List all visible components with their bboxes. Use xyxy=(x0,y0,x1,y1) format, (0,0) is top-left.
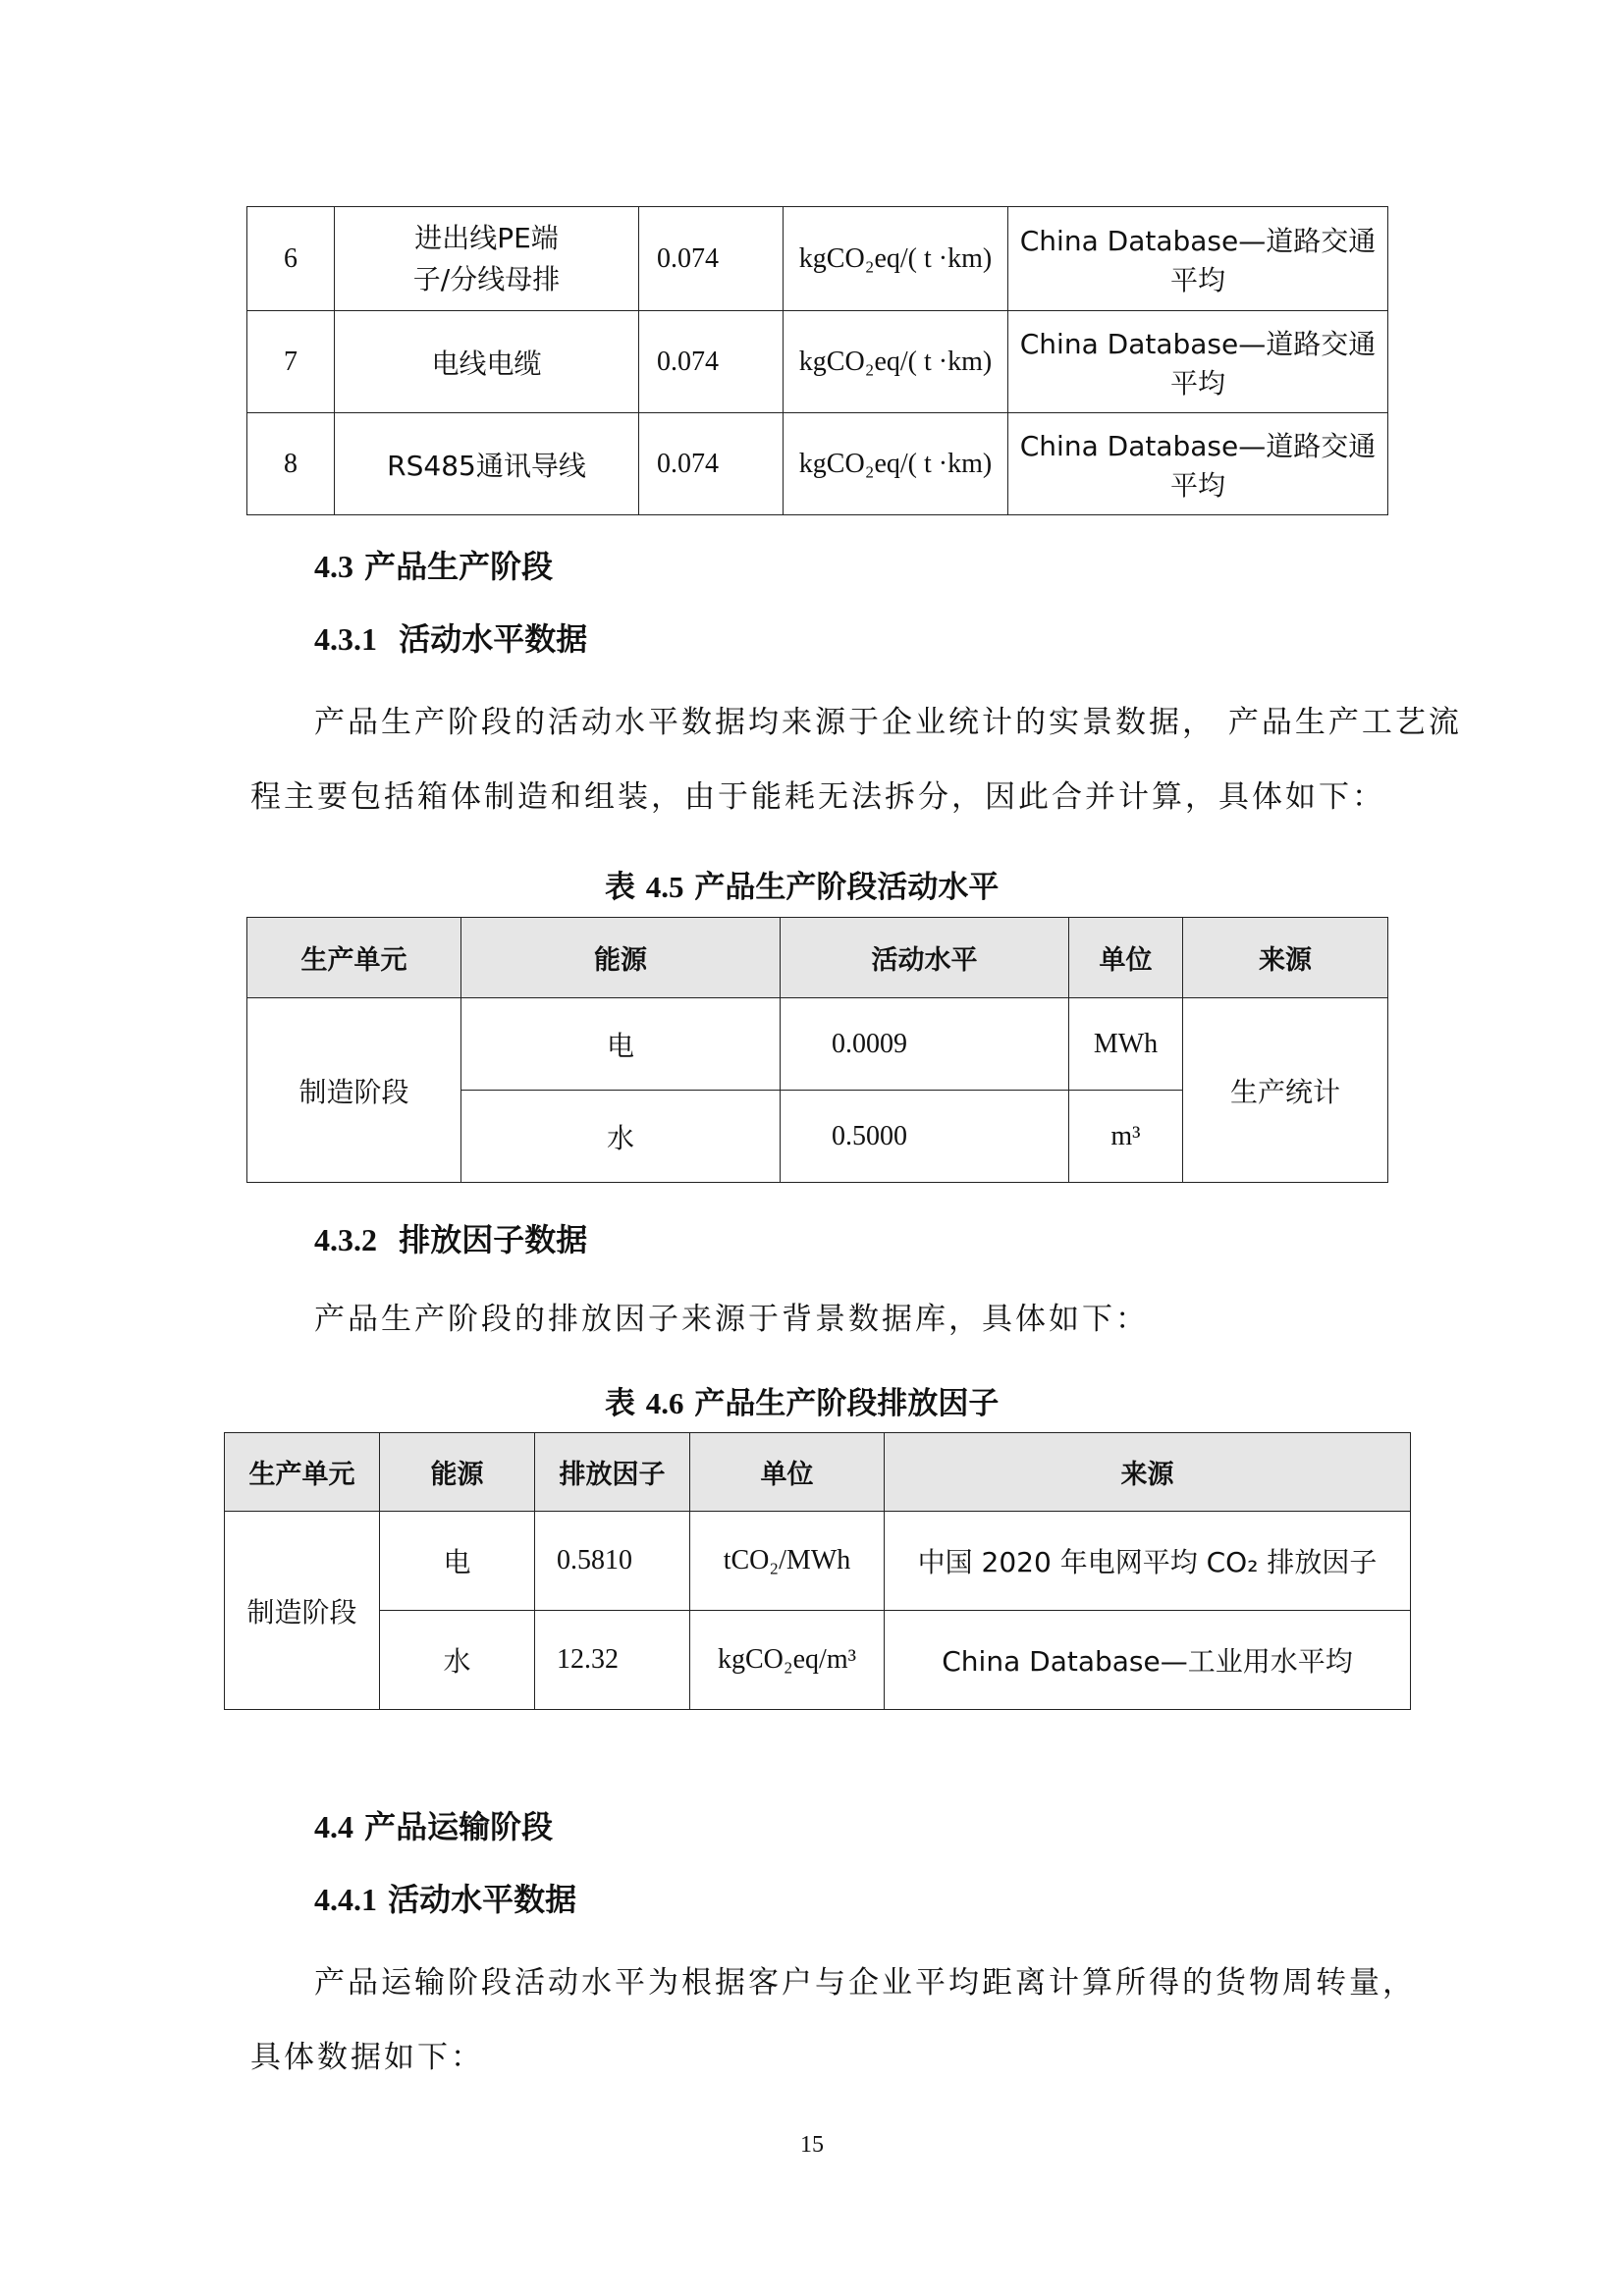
material-name: 电线电缆 xyxy=(335,311,639,413)
factor-unit: kgCO₂eq/( t ·km) xyxy=(784,311,1008,413)
column-header: 生产单元 xyxy=(247,918,461,998)
source-cell: 中国 2020 年电网平均 CO₂ 排放因子 xyxy=(885,1512,1411,1611)
table-header-row xyxy=(225,1433,1411,1512)
material-name: 进出线PE端子/分线母排 xyxy=(335,207,639,311)
factor-source: China Database—道路交通平均 xyxy=(1008,311,1388,413)
unit-cell: kgCO₂eq/m³ xyxy=(690,1611,885,1710)
energy-cell: 水 xyxy=(380,1611,535,1710)
paragraph-line: 产品生产阶段的排放因子来源于背景数据库，具体如下： xyxy=(314,1302,1149,1337)
factor-unit: kgCO₂eq/( t ·km) xyxy=(784,207,1008,311)
subsection-heading: 4.3.2 排放因子数据 xyxy=(314,1221,588,1258)
column-header: 来源 xyxy=(885,1433,1411,1512)
column-header: 生产单元 xyxy=(225,1433,380,1512)
subsection-heading: 4.4.1 活动水平数据 xyxy=(314,1881,577,1918)
factor-value: 0.074 xyxy=(639,311,784,413)
activity-level-table xyxy=(246,917,1388,1183)
source-cell: 生产统计 xyxy=(1183,998,1388,1183)
table-row xyxy=(225,1611,1411,1710)
page-number: 15 xyxy=(800,2132,824,2158)
paragraph-line: 产品生产阶段的活动水平数据均来源于企业统计的实景数据， 产品生产工艺流 xyxy=(314,705,1462,740)
transport-factor-table xyxy=(246,206,1388,515)
factor-value: 0.074 xyxy=(639,413,784,515)
row-number: 7 xyxy=(247,311,335,413)
table-row xyxy=(247,998,1388,1091)
factor-unit: kgCO₂eq/( t ·km) xyxy=(784,413,1008,515)
factor-value-cell: 12.32 xyxy=(535,1611,690,1710)
factor-source: China Database—道路交通平均 xyxy=(1008,207,1388,311)
unit-cell: MWh xyxy=(1069,998,1183,1091)
paragraph-line: 具体数据如下： xyxy=(250,2040,484,2075)
column-header: 单位 xyxy=(1069,918,1183,998)
production-unit-cell: 制造阶段 xyxy=(225,1512,380,1710)
table-row xyxy=(225,1512,1411,1611)
table-caption: 表 4.5 产品生产阶段活动水平 xyxy=(605,870,1000,905)
column-header: 能源 xyxy=(461,918,781,998)
table-row xyxy=(247,311,1388,413)
column-header: 排放因子 xyxy=(535,1433,690,1512)
subsection-heading: 4.3.1 活动水平数据 xyxy=(314,620,588,658)
table-header-row xyxy=(247,918,1388,998)
paragraph-line: 程主要包括箱体制造和组装，由于能耗无法拆分，因此合并计算，具体如下： xyxy=(250,779,1385,815)
paragraph-line: 产品运输阶段活动水平为根据客户与企业平均距离计算所得的货物周转量， xyxy=(314,1965,1416,2001)
activity-value-cell: 0.5000 xyxy=(781,1091,1069,1183)
energy-cell: 电 xyxy=(380,1512,535,1611)
table-row xyxy=(247,413,1388,515)
section-heading: 4.3 产品生产阶段 xyxy=(314,548,554,585)
production-unit-cell: 制造阶段 xyxy=(247,998,461,1183)
unit-cell: m³ xyxy=(1069,1091,1183,1183)
table-caption: 表 4.6 产品生产阶段排放因子 xyxy=(605,1386,1000,1421)
material-name: RS485通讯导线 xyxy=(335,413,639,515)
energy-cell: 水 xyxy=(461,1091,781,1183)
row-number: 6 xyxy=(247,207,335,311)
column-header: 单位 xyxy=(690,1433,885,1512)
column-header: 来源 xyxy=(1183,918,1388,998)
table-row xyxy=(247,207,1388,311)
section-heading: 4.4 产品运输阶段 xyxy=(314,1808,554,1845)
row-number: 8 xyxy=(247,413,335,515)
unit-cell: tCO₂/MWh xyxy=(690,1512,885,1611)
emission-factor-table xyxy=(224,1432,1411,1710)
factor-value: 0.074 xyxy=(639,207,784,311)
energy-cell: 电 xyxy=(461,998,781,1091)
column-header: 活动水平 xyxy=(781,918,1069,998)
factor-value-cell: 0.5810 xyxy=(535,1512,690,1611)
factor-source: China Database—道路交通平均 xyxy=(1008,413,1388,515)
column-header: 能源 xyxy=(380,1433,535,1512)
activity-value-cell: 0.0009 xyxy=(781,998,1069,1091)
source-cell: China Database—工业用水平均 xyxy=(885,1611,1411,1710)
